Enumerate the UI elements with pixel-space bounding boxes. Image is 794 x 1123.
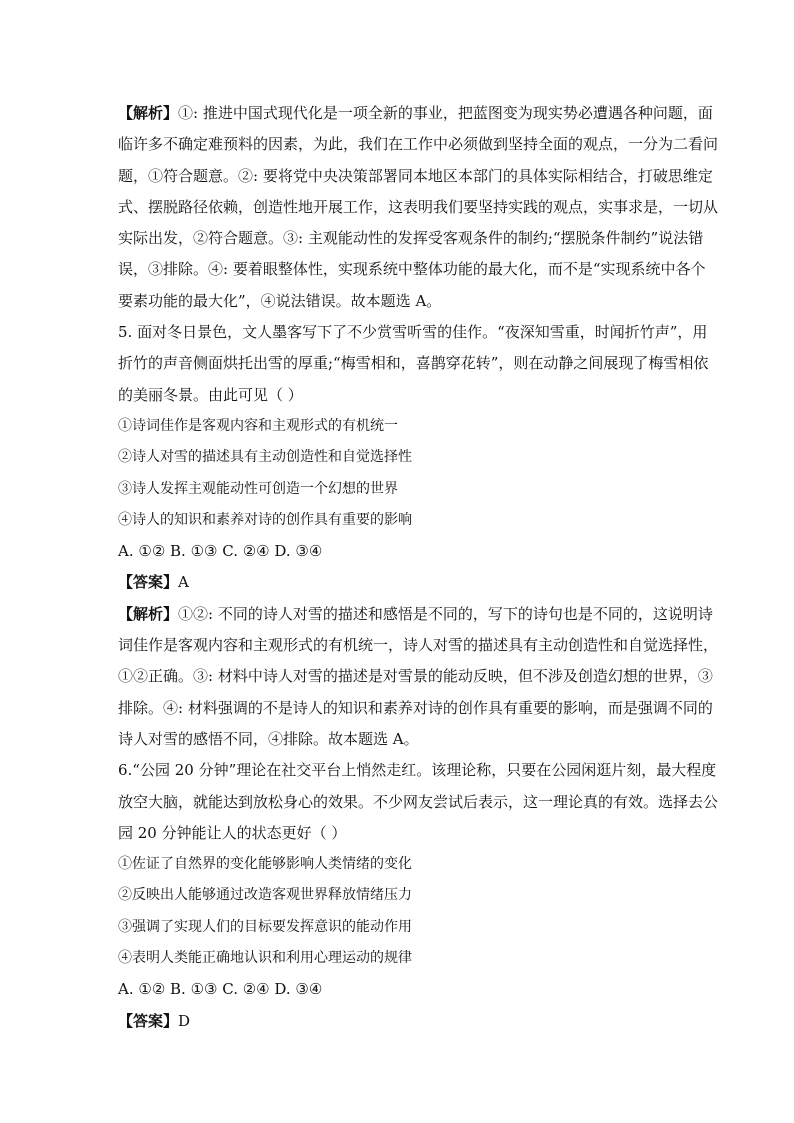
line-text: 5. 面对冬日景色，文人墨客写下了不少赏雪听雪的佳作。“夜深知雪重，时闻折竹声”，用 [118,323,708,342]
text-line [118,630,719,661]
option-line [118,943,678,974]
line-text: 实际出发，②符合题意。③: 主观能动性的发挥受客观条件的制约;“摆脱条件制约”说法错 [118,229,704,248]
section-label: 【解析】 [118,604,179,623]
text-line [118,724,678,755]
text-line [118,98,713,129]
text-line [118,693,713,724]
option-line [118,411,678,442]
text-line [118,818,678,849]
line-text: ③强调了实现人们的目标要发挥意识的能动作用 [118,918,412,935]
line-text: 临许多不确定难预料的因素，为此，我们在工作中必须做到坚持全面的观点，一分为二看问 [118,135,719,154]
option-line [118,912,678,943]
line-text: 园 20 分钟能让人的状态更好（ ） [118,823,347,842]
text-line [118,536,678,567]
line-text: A. ①② B. ①③ C. ②④ D. ③④ [118,980,323,999]
line-text: ①诗词佳作是客观内容和主观形式的有机统一 [118,417,398,434]
text-line [118,599,713,630]
text-line [118,192,719,223]
line-text: ①佐证了自然界的变化能够影响人类情绪的变化 [118,856,412,873]
option-line [118,505,678,536]
line-text: ④诗人的知识和素养对诗的创作具有重要的影响 [118,511,412,528]
line-text: ②反映出人能够通过改造客观世界释放情绪压力 [118,887,412,904]
option-line [118,442,678,473]
line-text: A [178,573,189,592]
line-text: 误，③排除。④: 要着眼整体性，实现系统中整体功能的最大化，而不是“实现系统中各个 [118,260,706,279]
option-line [118,474,678,505]
line-text: 6.“公园 20 分钟”理论在社交平台上悄然走红。该理论称，只要在公园闲逛片刻，最大程度 [118,761,717,780]
text-line [118,286,678,317]
line-text: A. ①② B. ①③ C. ②④ D. ③④ [118,542,323,561]
text-line [118,974,678,1005]
text-line [118,129,719,160]
line-text: 折竹的声音侧面烘托出雪的厚重;“梅雪相和，喜鹊穿花转”，则在动静之间展现了梅雪相依 [118,354,709,373]
text-line [118,254,706,285]
text-line [118,161,713,192]
text-line [118,787,719,818]
text-line [118,348,709,379]
line-text: 放空大脑，就能达到放松身心的效果。不少网友尝试后表示，这一理论真的有效。选择去公 [118,792,719,811]
text-line [118,567,678,598]
text-line [118,317,708,348]
line-text: 题，①符合题意。②: 要将党中央决策部署同本地区本部门的具体实际相结合，打破思维定 [118,166,713,185]
line-text: 式、摆脱路径依赖，创造性地开展工作，这表明我们要坚持实践的观点，实事求是，一切从 [118,197,719,216]
line-text: ②诗人对雪的描述具有主动创造性和自觉选择性 [118,449,412,466]
document-body [118,98,719,1037]
line-text: 排除。④: 材料强调的不是诗人的知识和素养对诗的创作具有重要的影响，而是强调不同的 [118,698,713,717]
text-line [118,661,713,692]
line-text: 要素功能的最大化”，④说法错误。故本题选 A。 [118,291,442,310]
text-line [118,1006,678,1037]
line-text: D [178,1011,191,1030]
line-text: ①: 推进中国式现代化是一项全新的事业，把蓝图变为现实势必遭遇各种问题，面 [178,104,713,122]
line-text: ①②正确。③: 材料中诗人对雪的描述是对雪景的能动反映，但不涉及创造幻想的世界，③ [118,667,713,686]
line-text: ④表明人类能正确地认识和利用心理运动的规律 [118,950,412,967]
section-label: 【解析】 [118,104,179,122]
text-line [118,223,704,254]
section-label: 【答案】 [118,1011,179,1030]
text-line [118,755,717,786]
section-label: 【答案】 [118,573,179,592]
line-text: ③诗人发挥主观能动性可创造一个幻想的世界 [118,480,398,497]
text-line [118,380,678,411]
line-text: ①②: 不同的诗人对雪的描述和感悟是不同的，写下的诗句也是不同的，这说明诗 [178,604,713,623]
line-text: 词佳作是客观内容和主观形式的有机统一，诗人对雪的描述具有主动创造性和自觉选择性， [118,636,719,655]
option-line [118,849,678,880]
line-text: 诗人对雪的感悟不同，④排除。故本题选 A。 [118,729,419,748]
line-text: 的美丽冬景。由此可见（ ） [118,385,303,404]
option-line [118,880,678,911]
